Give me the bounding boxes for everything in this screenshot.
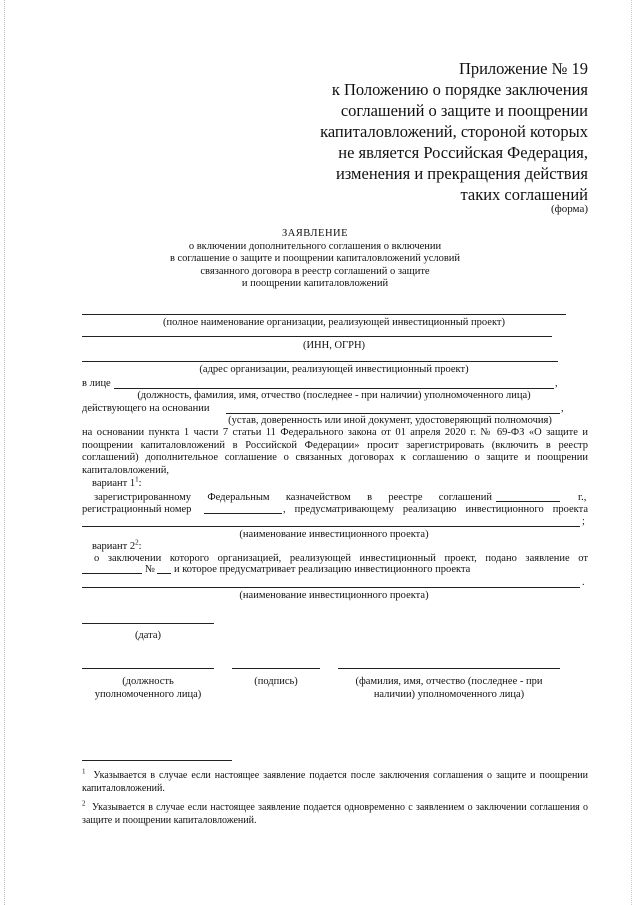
variant1-label: вариант $1^1$: [92, 475, 142, 489]
variant2-text-a: о заключении которого организацией, реализующей инвестиционный проект, подано заявление от [94, 553, 588, 564]
date-caption: (дата) [134, 630, 162, 641]
appendix-line: не является Российская Федерация, [338, 143, 588, 162]
variant2-text-b: № [145, 564, 156, 575]
variant1-regnum-field[interactable] [204, 513, 282, 514]
address-caption: (адрес организации, реализующей инвестиционный проект) [199, 364, 469, 375]
title-line: связанного договора в реестр соглашений о защите [200, 265, 430, 277]
variant2-caption: (наименование инвестиционного проекта) [239, 590, 429, 601]
variant2-label: вариант $2^2$: [92, 538, 142, 552]
fio-field[interactable] [338, 668, 560, 669]
variant2-text-end: . [582, 577, 585, 588]
variant1-text-a: зарегистрированному Федеральным казначейством в реестре соглашений [94, 492, 492, 503]
inn-field[interactable] [82, 336, 552, 337]
org-name-field[interactable] [82, 314, 566, 315]
appendix-line: таких соглашений [460, 185, 588, 204]
position-caption-line: (должность [122, 676, 174, 687]
date-field[interactable] [82, 623, 214, 624]
variant1-project-field[interactable] [82, 526, 580, 527]
signature-field[interactable] [232, 668, 320, 669]
signature-caption: (подпись) [254, 676, 298, 687]
appendix-line: изменения и прекращения действия [335, 164, 588, 183]
title-heading: ЗАЯВЛЕНИЕ [281, 228, 349, 239]
body-paragraph: на основании пункта 1 части 7 статьи 11 Федерального закона от 01 апреля 2020 г. № 69-ФЗ «О защите и поощрении капиталовложений в Российской Федерации» просит зарегистрировать (включить в реестр соглашений) дополнительное соглашение о связанных договорах к соглашению о защите и поощрении капиталовложений, [82, 427, 588, 476]
footnote-2-text: Указывается в случае если настоящее заявление подается одновременно с заявлением о заключении соглашения о защите и поощрении капиталовложений. [82, 802, 588, 826]
variant1-label-text: вариант 1 [92, 478, 136, 489]
appendix-line: капиталовложений, стороной которых [320, 122, 588, 141]
variant2-label-text: вариант 2 [92, 541, 136, 552]
variant1-text-end: ; [582, 516, 585, 527]
acting-label: действующего на основании [82, 403, 210, 414]
fio-caption-line: наличии) уполномоченного лица) [373, 688, 525, 700]
fio-caption-line: (фамилия, имя, отчество (последнее - при [355, 676, 543, 687]
variant1-date-field[interactable] [496, 501, 560, 502]
form-label: (форма) [550, 203, 588, 215]
variant2-sup: 2 [135, 538, 139, 547]
footnote-1-num: 1 [82, 767, 86, 776]
variant1-text-d: , предусматривающему реализацию инвестиционного проекта [283, 504, 588, 515]
appendix-line: соглашений о защите и поощрении [340, 101, 588, 120]
appendix-header [288, 58, 588, 205]
variant2-text-c: и которое предусматривает реализацию инвестиционного проекта [174, 564, 471, 575]
variant1-text-b: г., [578, 492, 587, 503]
fio-caption [338, 676, 560, 701]
variant1-caption: (наименование инвестиционного проекта) [239, 529, 429, 540]
footnote-1 [82, 769, 588, 795]
variant2-number-field[interactable] [157, 573, 171, 574]
document-title [150, 228, 480, 291]
org-name-caption: (полное наименование организации, реализующей инвестиционный проект) [162, 317, 505, 328]
scan-margin-left [4, 0, 7, 905]
title-line: и поощрении капиталовложений [241, 278, 389, 289]
appendix-line: Приложение № 19 [458, 59, 588, 78]
basis-caption: (устав, доверенность или иной документ, удостоверяющий полномочия) [228, 415, 552, 426]
comma: , [561, 403, 564, 414]
variant1-sup: 1 [135, 475, 139, 484]
footnote-2-num: 2 [82, 799, 86, 808]
position-caption-line: уполномоченного лица) [94, 688, 202, 700]
footnote-1-text: Указывается в случае если настоящее заявление подается после заключения соглашения о защите и поощрении капиталовложений. [82, 770, 589, 794]
title-line: в соглашение о защите и поощрении капиталовложений условий [169, 253, 461, 264]
position-signature-field[interactable] [82, 668, 214, 669]
footnote-2 [82, 801, 588, 827]
appendix-line: к Положению о порядке заключения [331, 80, 588, 99]
position-caption: (должность, фамилия, имя, отчество (последнее - при наличии) уполномоченного лица) [137, 390, 531, 401]
title-line: о включении дополнительного соглашения о включении [188, 240, 442, 252]
position-field[interactable] [114, 388, 554, 389]
comma: , [555, 378, 558, 389]
position-signature-caption [82, 676, 214, 701]
in-person-label: в лице [82, 378, 111, 389]
address-field[interactable] [82, 361, 558, 362]
scan-margin-right [631, 0, 634, 905]
basis-field[interactable] [226, 413, 560, 414]
variant2-project-field[interactable] [82, 587, 580, 588]
variant1-text-c: регистрационный номер [82, 504, 192, 515]
inn-caption: (ИНН, ОГРН) [302, 340, 366, 351]
footnote-separator [82, 760, 232, 761]
variant2-date-field[interactable] [82, 573, 142, 574]
